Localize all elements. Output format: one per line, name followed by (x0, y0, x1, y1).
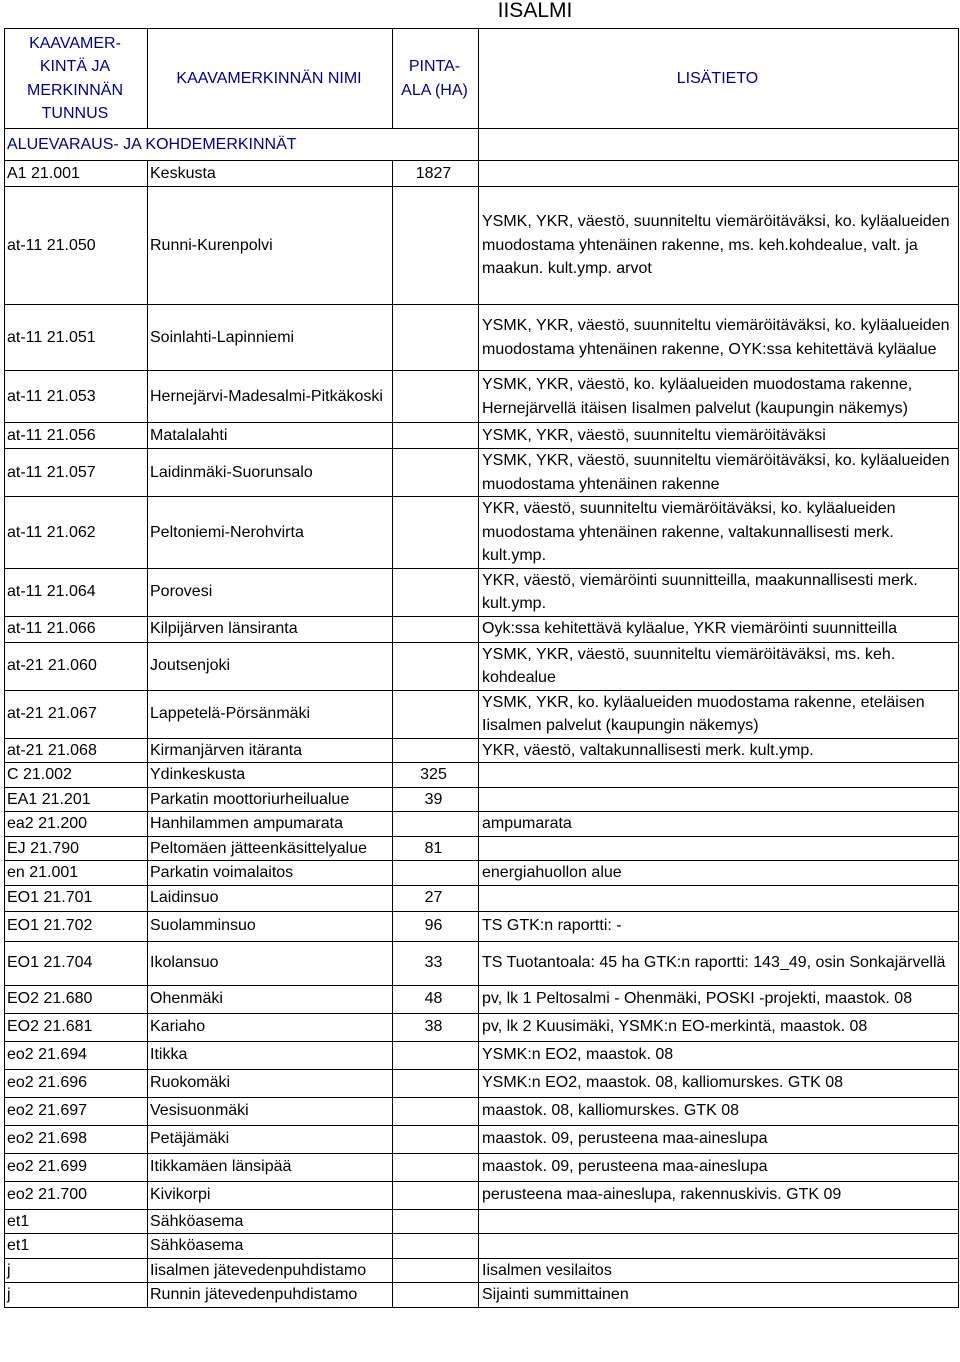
row-area (393, 305, 479, 371)
row-info (479, 787, 959, 812)
row-area: 96 (393, 911, 479, 941)
row-area (393, 1153, 479, 1181)
row-info: perusteena maa-aineslupa, rakennuskivis. GTK 09 (479, 1181, 959, 1209)
row-area (393, 812, 479, 837)
row-area (393, 861, 479, 886)
row-info: YSMK, YKR, väestö, suunniteltu viemäröitäväksi, ko. kyläalueiden muodostama yhtenäinen rakenne, ms. keh.kohdealue, valt. ja maakun. kult.ymp. arvot (479, 187, 959, 305)
row-code: j (5, 1258, 148, 1283)
section-title: ALUEVARAUS- JA KOHDEMERKINNÄT (5, 129, 479, 161)
row-info: ampumarata (479, 812, 959, 837)
row-info: maastok. 08, kalliomurskes. GTK 08 (479, 1097, 959, 1125)
header-code: KAAVAMER-KINTÄ JA MERKINNÄN TUNNUS (5, 29, 148, 129)
table-row (5, 371, 959, 423)
row-name: Parkatin moottoriurheilualue (148, 787, 393, 812)
table-row (5, 836, 959, 861)
row-name: Iisalmen jätevedenpuhdistamo (148, 1258, 393, 1283)
row-info: pv, lk 1 Peltosalmi - Ohenmäki, POSKI -projekti, maastok. 08 (479, 985, 959, 1013)
table-row (5, 911, 959, 941)
row-info: maastok. 09, perusteena maa-aineslupa (479, 1125, 959, 1153)
row-code: eo2 21.700 (5, 1181, 148, 1209)
row-info: maastok. 09, perusteena maa-aineslupa (479, 1153, 959, 1181)
row-code: et1 (5, 1234, 148, 1259)
row-info: YKR, väestö, suunniteltu viemäröitäväksi, ko. kyläalueiden muodostama yhtenäinen rakenne, valtakunnallisesti merk. kult.ymp. (479, 497, 959, 569)
row-code: et1 (5, 1209, 148, 1234)
row-info (479, 1234, 959, 1259)
row-name: Hanhilammen ampumarata (148, 812, 393, 837)
row-area (393, 1283, 479, 1308)
row-area (393, 1097, 479, 1125)
row-area (393, 1258, 479, 1283)
table-row (5, 885, 959, 911)
section-row (5, 129, 959, 161)
row-info: Iisalmen vesilaitos (479, 1258, 959, 1283)
row-name: Kilpijärven länsiranta (148, 616, 393, 642)
row-code: at-21 21.060 (5, 642, 148, 690)
row-code: EO1 21.701 (5, 885, 148, 911)
row-info: YSMK, YKR, väestö, suunniteltu viemäröitäväksi, ko. kyläalueiden muodostama yhtenäinen rakenne (479, 449, 959, 497)
row-code: at-11 21.053 (5, 371, 148, 423)
row-info: YKR, väestö, valtakunnallisesti merk. kult.ymp. (479, 738, 959, 763)
row-name: Itikka (148, 1041, 393, 1069)
row-info: YSMK, YKR, ko. kyläalueiden muodostama rakenne, eteläisen Iisalmen palvelut (kaupungin näkemys) (479, 690, 959, 738)
row-code: EA1 21.201 (5, 787, 148, 812)
row-code: at-11 21.057 (5, 449, 148, 497)
page-title: IISALMI (497, 0, 573, 22)
row-name: Kirmanjärven itäranta (148, 738, 393, 763)
row-name: Ydinkeskusta (148, 763, 393, 788)
row-name: Joutsenjoki (148, 642, 393, 690)
table-row (5, 941, 959, 985)
row-info: YSMK, YKR, väestö, ko. kyläalueiden muodostama rakenne, Hernejärvellä itäisen Iisalmen palvelut (kaupungin näkemys) (479, 371, 959, 423)
row-info: YSMK:n EO2, maastok. 08 (479, 1041, 959, 1069)
row-area (393, 1041, 479, 1069)
table-row (5, 1234, 959, 1259)
table-row (5, 161, 959, 187)
row-info: YSMK:n EO2, maastok. 08, kalliomurskes. GTK 08 (479, 1069, 959, 1097)
table-row (5, 497, 959, 569)
row-name: Sähköasema (148, 1209, 393, 1234)
row-area (393, 1125, 479, 1153)
row-code: eo2 21.696 (5, 1069, 148, 1097)
table-row (5, 187, 959, 305)
row-name: Itikkamäen länsipää (148, 1153, 393, 1181)
row-area (393, 642, 479, 690)
table-row (5, 423, 959, 449)
row-area (393, 738, 479, 763)
row-info: YSMK, YKR, väestö, suunniteltu viemäröitäväksi, ms. keh. kohdealue (479, 642, 959, 690)
header-info: LISÄTIETO (479, 29, 959, 129)
row-code: EO2 21.681 (5, 1013, 148, 1041)
row-area (393, 371, 479, 423)
table-row (5, 305, 959, 371)
row-name: Ruokomäki (148, 1069, 393, 1097)
row-area (393, 187, 479, 305)
row-info: YSMK, YKR, väestö, suunniteltu viemäröitäväksi (479, 423, 959, 449)
row-area (393, 690, 479, 738)
row-area: 1827 (393, 161, 479, 187)
row-name: Porovesi (148, 568, 393, 616)
row-area: 33 (393, 941, 479, 985)
row-area: 38 (393, 1013, 479, 1041)
table-row (5, 449, 959, 497)
row-code: j (5, 1283, 148, 1308)
row-name: Parkatin voimalaitos (148, 861, 393, 886)
row-name: Peltomäen jätteenkäsittelyalue (148, 836, 393, 861)
row-name: Runnin jätevedenpuhdistamo (148, 1283, 393, 1308)
table-row (5, 1283, 959, 1308)
table-row (5, 1181, 959, 1209)
row-code: at-21 21.068 (5, 738, 148, 763)
table-row (5, 1258, 959, 1283)
row-name: Laidinmäki-Suorunsalo (148, 449, 393, 497)
row-code: eo2 21.698 (5, 1125, 148, 1153)
row-name: Sähköasema (148, 1234, 393, 1259)
row-area: 48 (393, 985, 479, 1013)
row-area: 27 (393, 885, 479, 911)
row-area: 81 (393, 836, 479, 861)
table-row (5, 738, 959, 763)
row-area (393, 568, 479, 616)
land-use-table (4, 28, 959, 1308)
row-area (393, 1209, 479, 1234)
table-row (5, 690, 959, 738)
row-name: Suolamminsuo (148, 911, 393, 941)
row-area (393, 449, 479, 497)
row-code: EO1 21.702 (5, 911, 148, 941)
row-area (393, 423, 479, 449)
row-name: Lappetelä-Pörsänmäki (148, 690, 393, 738)
row-code: at-11 21.064 (5, 568, 148, 616)
row-info: Oyk:ssa kehitettävä kyläalue, YKR viemäröinti suunnitteilla (479, 616, 959, 642)
row-info: TS GTK:n raportti: - (479, 911, 959, 941)
header-name: KAAVAMERKINNÄN NIMI (148, 29, 393, 129)
table-row (5, 861, 959, 886)
table-row (5, 1041, 959, 1069)
row-code: at-11 21.050 (5, 187, 148, 305)
table-row (5, 1125, 959, 1153)
row-info: pv, lk 2 Kuusimäki, YSMK:n EO-merkintä, maastok. 08 (479, 1013, 959, 1041)
table-row (5, 763, 959, 788)
table-row (5, 642, 959, 690)
row-code: A1 21.001 (5, 161, 148, 187)
row-name: Peltoniemi-Nerohvirta (148, 497, 393, 569)
row-info (479, 763, 959, 788)
table-row (5, 787, 959, 812)
row-area (393, 1234, 479, 1259)
table-row (5, 985, 959, 1013)
header-area: PINTA-ALA (HA) (393, 29, 479, 129)
row-name: Petäjämäki (148, 1125, 393, 1153)
row-code: eo2 21.699 (5, 1153, 148, 1181)
row-code: ea2 21.200 (5, 812, 148, 837)
row-area: 39 (393, 787, 479, 812)
row-info (479, 1209, 959, 1234)
row-name: Keskusta (148, 161, 393, 187)
row-code: eo2 21.697 (5, 1097, 148, 1125)
row-area: 325 (393, 763, 479, 788)
row-code: at-11 21.056 (5, 423, 148, 449)
row-code: at-11 21.051 (5, 305, 148, 371)
row-area (393, 497, 479, 569)
row-area (393, 616, 479, 642)
table-row (5, 568, 959, 616)
table-row (5, 1069, 959, 1097)
row-code: EJ 21.790 (5, 836, 148, 861)
row-name: Laidinsuo (148, 885, 393, 911)
table-row (5, 1153, 959, 1181)
row-code: at-21 21.067 (5, 690, 148, 738)
row-code: EO1 21.704 (5, 941, 148, 985)
row-info: energiahuollon alue (479, 861, 959, 886)
row-code: EO2 21.680 (5, 985, 148, 1013)
row-info (479, 885, 959, 911)
row-info: YKR, väestö, viemäröinti suunnitteilla, maakunnallisesti merk. kult.ymp. (479, 568, 959, 616)
row-name: Matalalahti (148, 423, 393, 449)
row-name: Ikolansuo (148, 941, 393, 985)
table-row (5, 616, 959, 642)
row-info (479, 836, 959, 861)
row-info (479, 161, 959, 187)
row-name: Runni-Kurenpolvi (148, 187, 393, 305)
row-name: Kariaho (148, 1013, 393, 1041)
row-name: Hernejärvi-Madesalmi-Pitkäkoski (148, 371, 393, 423)
row-code: C 21.002 (5, 763, 148, 788)
row-code: en 21.001 (5, 861, 148, 886)
table-row (5, 1209, 959, 1234)
row-code: at-11 21.062 (5, 497, 148, 569)
row-name: Ohenmäki (148, 985, 393, 1013)
row-name: Kivikorpi (148, 1181, 393, 1209)
row-info: TS Tuotantoala: 45 ha GTK:n raportti: 143_49, osin Sonkajärvellä (479, 941, 959, 985)
row-info: YSMK, YKR, väestö, suunniteltu viemäröitäväksi, ko. kyläalueiden muodostama yhtenäinen rakenne, OYK:ssa kehitettävä kyläalue (479, 305, 959, 371)
table-row (5, 1097, 959, 1125)
row-area (393, 1069, 479, 1097)
row-info: Sijainti summittainen (479, 1283, 959, 1308)
row-name: Vesisuonmäki (148, 1097, 393, 1125)
section-empty (479, 129, 959, 161)
row-code: eo2 21.694 (5, 1041, 148, 1069)
row-name: Soinlahti-Lapinniemi (148, 305, 393, 371)
table-row (5, 1013, 959, 1041)
header-row (5, 29, 959, 129)
row-code: at-11 21.066 (5, 616, 148, 642)
table-row (5, 812, 959, 837)
row-area (393, 1181, 479, 1209)
